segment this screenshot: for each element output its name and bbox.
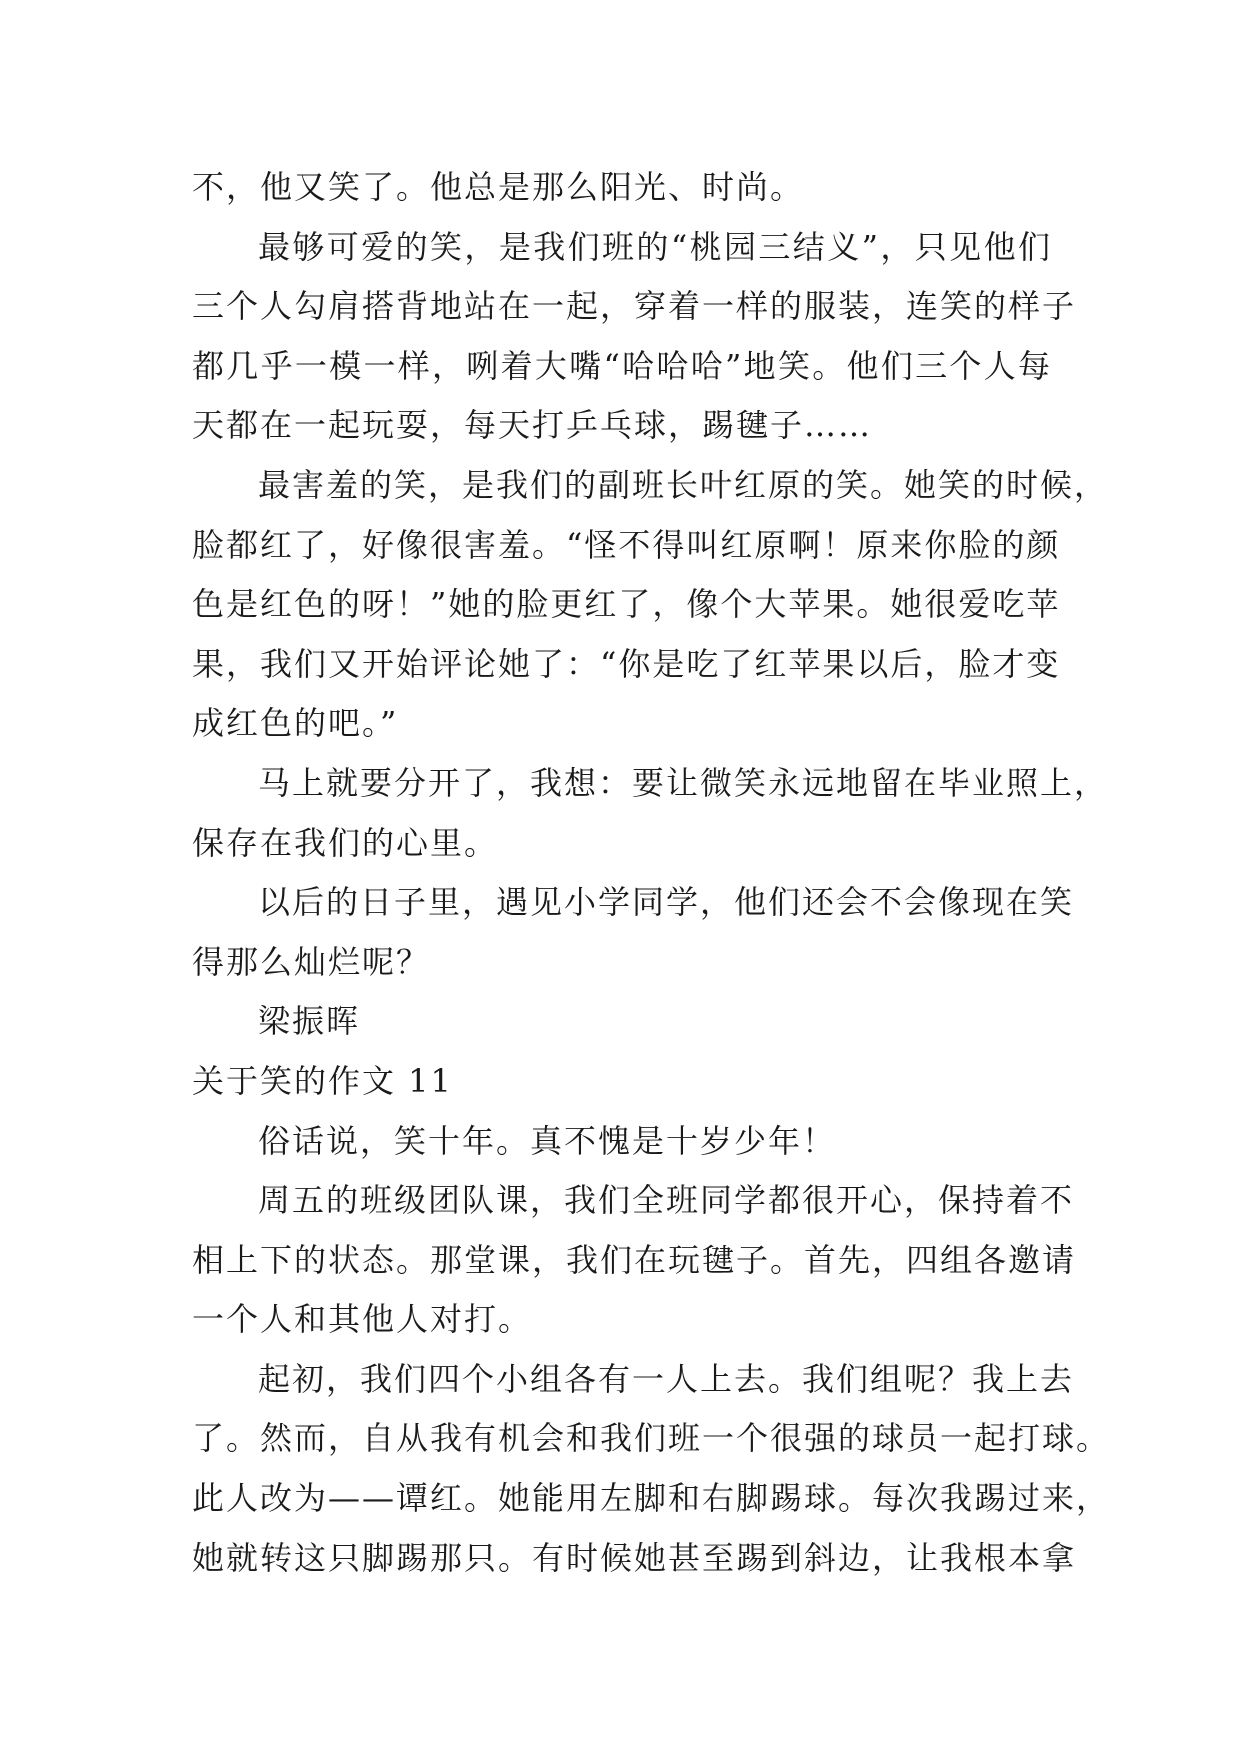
text-line: 周五的班级团队课，我们全班同学都很开心，保持着不 (258, 1181, 1075, 1220)
text-line: 天都在一起玩耍，每天打乒乓球，踢毽子…… (192, 406, 873, 445)
text-line: 一个人和其他人对打。 (192, 1300, 533, 1339)
text-line: 果，我们又开始评论她了：“你是吃了红苹果以后，脸才变 (192, 644, 1061, 683)
text-line: 最够可爱的笑，是我们班的“桃园三结义”，只见他们 (258, 227, 1052, 266)
text-line: 三个人勾肩搭背地站在一起，穿着一样的服装，连笑的样子 (192, 287, 1077, 326)
text-line: 得那么灿烂呢？ (192, 942, 431, 981)
text-line: 以后的日子里，遇见小学同学，他们还会不会像现在笑 (258, 883, 1075, 922)
text-line: 最害羞的笑，是我们的副班长叶红原的笑。她笑的时候， (258, 465, 1109, 504)
document-body (192, 158, 1111, 1588)
text-line: 色是红色的呀！”她的脸更红了，像个大苹果。她很爱吃苹 (192, 585, 1061, 624)
text-line: 保存在我们的心里。 (192, 823, 499, 862)
text-line: 了。然而，自从我有机会和我们班一个很强的球员一起打球。 (192, 1419, 1111, 1458)
text-line: 俗话说，笑十年。真不愧是十岁少年！ (258, 1121, 837, 1160)
text-line: 相上下的状态。那堂课，我们在玩毽子。首先，四组各邀请 (192, 1240, 1077, 1279)
text-line: 都几乎一模一样，咧着大嘴“哈哈哈”地笑。他们三个人每 (192, 346, 1052, 385)
text-line: 成红色的吧。” (192, 704, 399, 743)
text-line: 梁振晖 (258, 1002, 361, 1041)
text-line: 脸都红了，好像很害羞。“怪不得叫红原啊！原来你脸的颜 (192, 525, 1061, 564)
text-line: 不，他又笑了。他总是那么阳光、时尚。 (192, 168, 805, 206)
text-line: 起初，我们四个小组各有一人上去。我们组呢？我上去 (258, 1359, 1075, 1398)
text-line: 她就转这只脚踢那只。有时候她甚至踢到斜边，让我根本拿 (192, 1538, 1077, 1577)
text-line: 马上就要分开了，我想：要让微笑永远地留在毕业照上， (258, 763, 1109, 802)
text-line: 关于笑的作文 11 (192, 1061, 453, 1100)
text-line: 此人改为——谭红。她能用左脚和右脚踢球。每次我踢过来， (192, 1479, 1111, 1518)
